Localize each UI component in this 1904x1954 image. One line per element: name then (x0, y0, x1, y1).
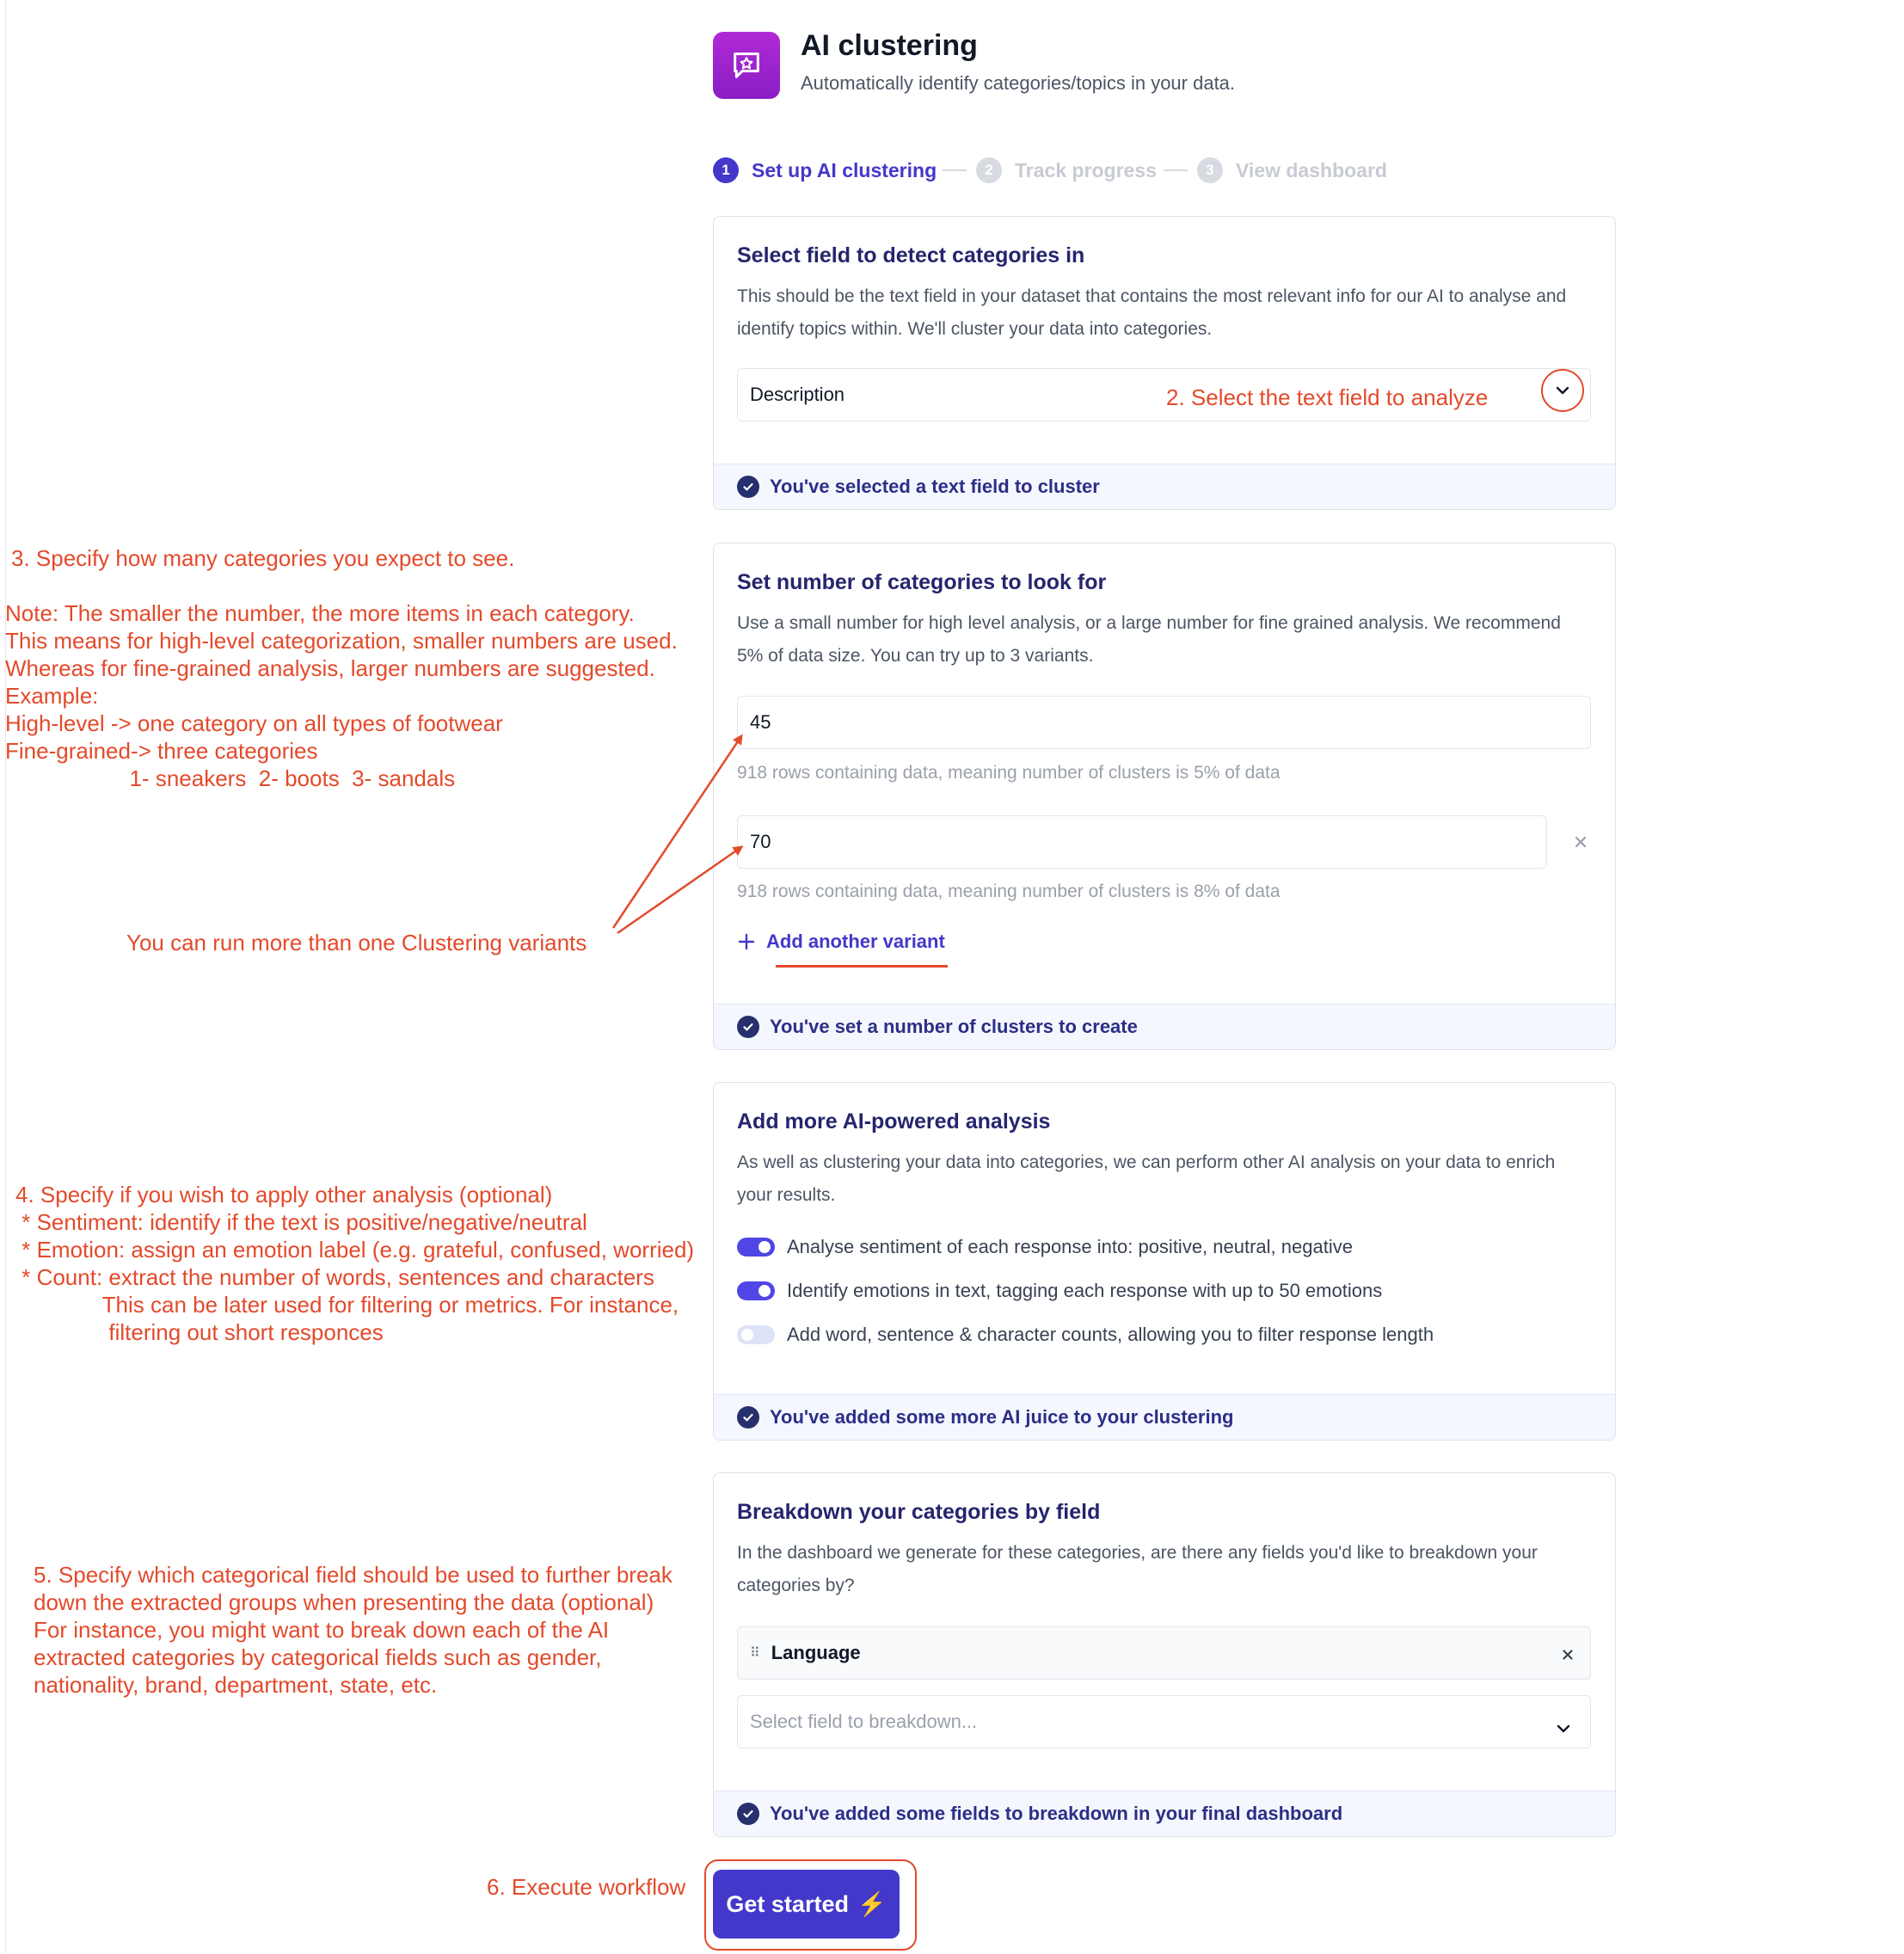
toggle-label: Analyse sentiment of each response into: positive, neutral, negative (787, 1236, 1353, 1257)
card-description: This should be the text field in your dataset that contains the most relevant info for our AI to analyse and identify topics within. We'll cluster your data into categories. (737, 286, 1567, 339)
toggle-label: Add word, sentence & character counts, allowing you to filter response length (787, 1324, 1434, 1345)
variant-hint: 918 rows containing data, meaning number of clusters is 5% of data (737, 763, 1281, 783)
footer-status-text: You've added some fields to breakdown in your final dashboard (770, 1803, 1343, 1824)
step-label: View dashboard (1236, 158, 1387, 181)
annotation-line: 4. Specify if you wish to apply other analysis (optional) (15, 1182, 553, 1207)
variant-value: 45 (750, 711, 771, 733)
annotation-line: filtering out short responces (15, 1319, 384, 1345)
annotation-line: Fine-grained-> three categories (5, 738, 318, 764)
step-number: 3 (1197, 157, 1223, 183)
annotation-line: 3. Specify how many categories you expect to see. (11, 545, 515, 571)
page-subtitle: Automatically identify categories/topics in your data. (801, 72, 1236, 94)
add-variant-label: Add another variant (766, 931, 945, 952)
lightning-icon: ⚡ (857, 1891, 887, 1917)
annotation-line: * Emotion: assign an emotion label (e.g. grateful, confused, worried) (15, 1237, 695, 1263)
selected-field-value: Description (750, 384, 845, 405)
annotation-line: * Sentiment: identify if the text is positive/negative/neutral (15, 1209, 587, 1235)
variant-hint: 918 rows containing data, meaning number of clusters is 8% of data (737, 882, 1281, 901)
annotation-line: This can be later used for filtering or metrics. For instance, (15, 1292, 679, 1318)
arrow-to-first-variant (613, 736, 741, 928)
breakdown-field-value: Language (771, 1642, 861, 1663)
footer-status-text: You've added some more AI juice to your clustering (770, 1406, 1234, 1428)
annotation-line: * Count: extract the number of words, sentences and characters (15, 1264, 654, 1290)
annotation-line: 1- sneakers 2- boots 3- sandals (5, 765, 456, 791)
card-title: Breakdown your categories by field (737, 1500, 1101, 1524)
arrow-to-second-variant (617, 847, 741, 933)
annotation-line: 5. Specify which categorical field should be used to further break (34, 1562, 673, 1588)
annotation-line: nationality, brand, department, state, etc. (34, 1672, 438, 1698)
drag-handle-icon[interactable]: ⠿ (750, 1646, 759, 1661)
annotation-line: Whereas for fine-grained analysis, larger numbers are suggested. (5, 655, 655, 681)
card-title: Set number of categories to look for (737, 570, 1107, 594)
annotation-line: This means for high-level categorization, smaller numbers are used. (5, 628, 678, 654)
step-number: 2 (976, 157, 1002, 183)
annotation-step6: 6. Execute workflow (487, 1874, 686, 1900)
footer-status-text: You've selected a text field to cluster (770, 476, 1100, 497)
button-label: Get started (726, 1890, 849, 1917)
annotation-line: For instance, you might want to break down each of the AI (34, 1617, 610, 1643)
annotation-line: down the extracted groups when presenting the data (optional) (34, 1589, 654, 1615)
card-title: Select field to detect categories in (737, 243, 1085, 267)
toggle-label: Identify emotions in text, tagging each response with up to 50 emotions (787, 1280, 1383, 1301)
page-title: AI clustering (801, 29, 978, 62)
step-number: 1 (713, 157, 739, 183)
step-label: Set up AI clustering (752, 158, 937, 181)
footer-status-text: You've set a number of clusters to create (770, 1016, 1138, 1037)
card-title: Add more AI-powered analysis (737, 1109, 1051, 1134)
annotation-step2: 2. Select the text field to analyze (1166, 384, 1489, 410)
annotation-line: extracted categories by categorical fields such as gender, (34, 1644, 602, 1670)
annotation-line: Example: (5, 683, 99, 709)
annotation-line: Note: The smaller the number, the more items in each category. (5, 600, 635, 626)
card-description: Use a small number for high level analysis, or a large number for fine grained analysis. We recommend 5% of data size. You can try up to 3 variants. (737, 613, 1561, 666)
annotation-line: High-level -> one category on all types of footwear (5, 710, 503, 736)
card-description: In the dashboard we generate for these categories, are there any fields you'd like to breakdown your categories by? (737, 1543, 1538, 1595)
step-label: Track progress (1015, 158, 1157, 181)
annotation-variants: You can run more than one Clustering variants (126, 930, 587, 955)
variant-value: 70 (750, 831, 771, 852)
card-description: As well as clustering your data into categories, we can perform other AI analysis on your data to enrich your results. (737, 1152, 1556, 1205)
select-placeholder: Select field to breakdown... (750, 1711, 978, 1732)
